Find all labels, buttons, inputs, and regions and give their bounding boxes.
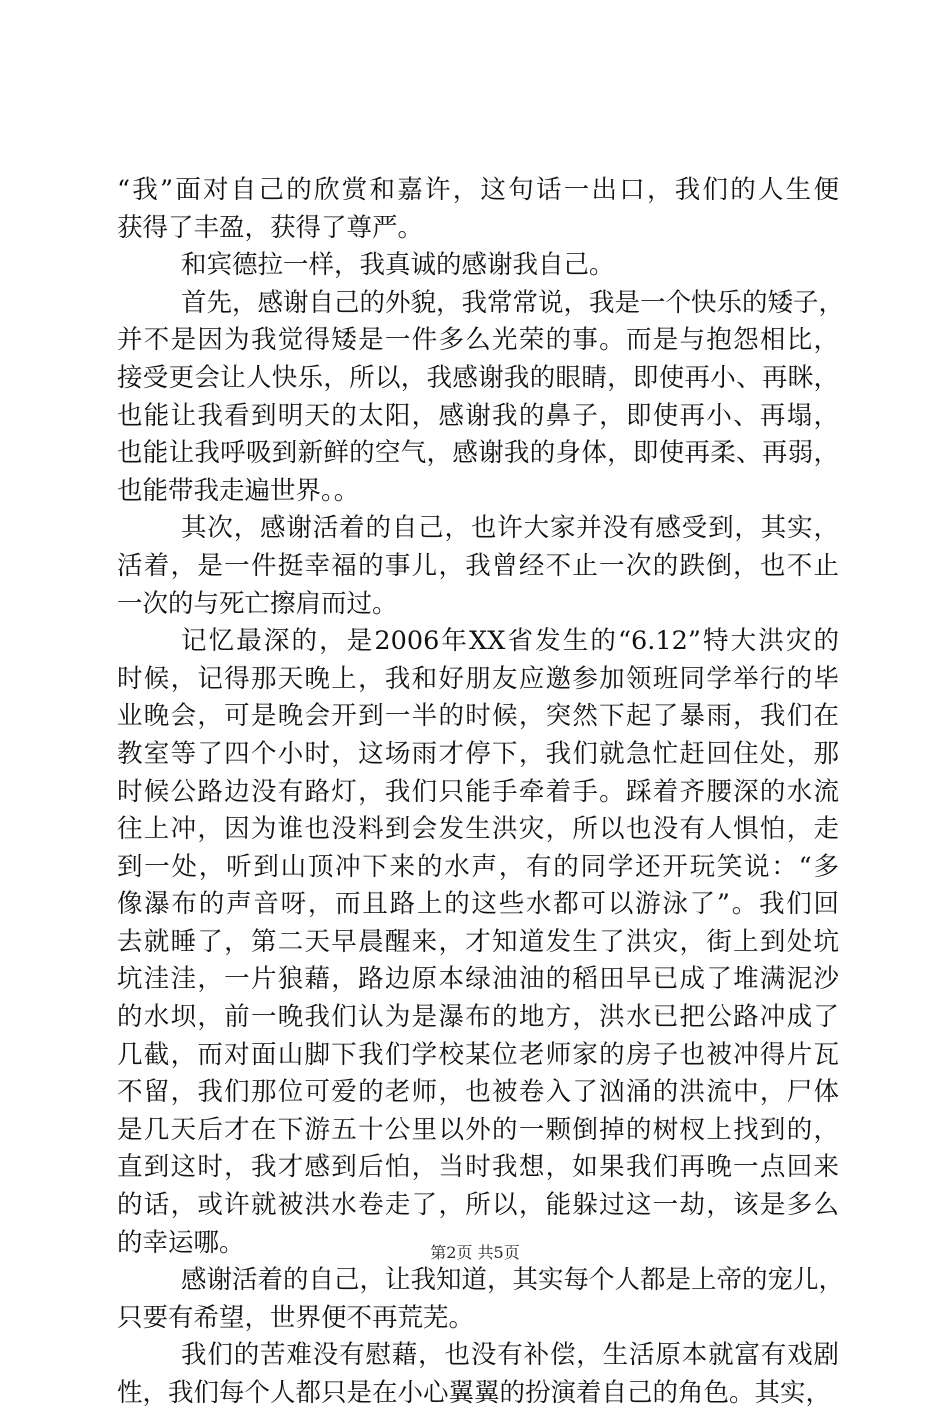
text-line: 首先，感谢自己的外貌，我常常说，我是一个快乐的矮子， bbox=[181, 287, 845, 318]
paragraph bbox=[117, 1337, 839, 1412]
text-line: 并不是因为我觉得矮是一件多么光荣的事。而是与抱怨相比， bbox=[117, 325, 839, 356]
text-line: 的话，或许就被洪水卷走了，所以，能躲过这一劫，该是多么 bbox=[117, 1190, 839, 1221]
text-line: 记忆最深的，是2006年XX省发生的“6.12”特大洪灾的 bbox=[181, 626, 839, 657]
paragraph bbox=[117, 1262, 845, 1337]
paragraph bbox=[117, 510, 839, 623]
text-line: 的幸运哪。 bbox=[117, 1227, 245, 1258]
text-line: 的水坝，前一晚我们认为是瀑布的地方，洪水已把公路冲成了 bbox=[117, 1002, 839, 1033]
text-line: “我”面对自己的欣赏和嘉许，这句话一出口，我们的人生便 bbox=[117, 175, 839, 205]
text-line: 接受更会让人快乐，所以，我感谢我的眼睛，即使再小、再眯， bbox=[117, 362, 839, 393]
text-line: 活着，是一件挺幸福的事儿，我曾经不止一次的跌倒，也不止 bbox=[117, 550, 839, 581]
text-line: 到一处，听到山顶冲下来的水声，有的同学还开玩笑说：“多 bbox=[117, 851, 839, 882]
text-line: 我们的苦难没有慰藉，也没有补偿，生活原本就富有戏剧 bbox=[181, 1340, 839, 1371]
document-body bbox=[117, 172, 845, 1413]
text-line: 去就睡了，第二天早晨醒来，才知道发生了洪灾，街上到处坑 bbox=[117, 926, 839, 957]
text-line: 性，我们每个人都只是在小心翼翼的扮演着自己的角色。其实， bbox=[117, 1378, 832, 1408]
text-line: 一次的与死亡擦肩而过。 bbox=[117, 588, 398, 619]
page-footer: 第2页 共5页 bbox=[430, 1243, 520, 1262]
text-line: 时候公路边没有路灯，我们只能手牵着手。踩着齐腰深的水流 bbox=[117, 776, 839, 807]
text-line: 感谢活着的自己，让我知道，其实每个人都是上帝的宠儿， bbox=[181, 1265, 845, 1296]
text-line: 也能带我走遍世界。。 bbox=[117, 475, 360, 506]
text-line: 也能让我看到明天的太阳，感谢我的鼻子，即使再小、再塌， bbox=[117, 400, 839, 431]
text-line: 和宾德拉一样，我真诚的感谢我自己。 bbox=[181, 250, 615, 281]
text-line: 也能让我呼吸到新鲜的空气，感谢我的身体，即使再柔、再弱， bbox=[117, 438, 839, 469]
paragraph bbox=[117, 172, 839, 247]
text-line: 时候，记得那天晚上，我和好朋友应邀参加领班同学举行的毕 bbox=[117, 663, 839, 694]
text-line: 往上冲，因为谁也没料到会发生洪灾，所以也没有人惧怕，走 bbox=[117, 814, 839, 845]
paragraph bbox=[117, 623, 839, 1262]
text-line: 教室等了四个小时，这场雨才停下，我们就急忙赶回住处，那 bbox=[117, 738, 839, 769]
text-line: 其次，感谢活着的自己，也许大家并没有感受到，其实， bbox=[181, 513, 839, 544]
paragraph bbox=[117, 285, 845, 511]
text-line: 业晚会，可是晚会开到一半的时候，突然下起了暴雨，我们在 bbox=[117, 701, 839, 732]
paragraph bbox=[117, 247, 839, 285]
text-line: 不留，我们那位可爱的老师，也被卷入了汹涌的洪流中，尸体 bbox=[117, 1077, 839, 1108]
text-line: 获得了丰盈，获得了尊严。 bbox=[117, 212, 424, 243]
text-line: 坑洼洼，一片狼藉，路边原本绿油油的稻田早已成了堆满泥沙 bbox=[117, 964, 839, 995]
text-line: 像瀑布的声音呀，而且路上的这些水都可以游泳了”。我们回 bbox=[117, 889, 839, 920]
text-line: 几截，而对面山脚下我们学校某位老师家的房子也被冲得片瓦 bbox=[117, 1039, 839, 1070]
text-line: 只要有希望，世界便不再荒芜。 bbox=[117, 1302, 475, 1333]
text-line: 直到这时，我才感到后怕，当时我想，如果我们再晚一点回来 bbox=[117, 1152, 839, 1183]
text-line: 是几天后才在下游五十公里以外的一颗倒掉的树杈上找到的， bbox=[117, 1114, 839, 1145]
